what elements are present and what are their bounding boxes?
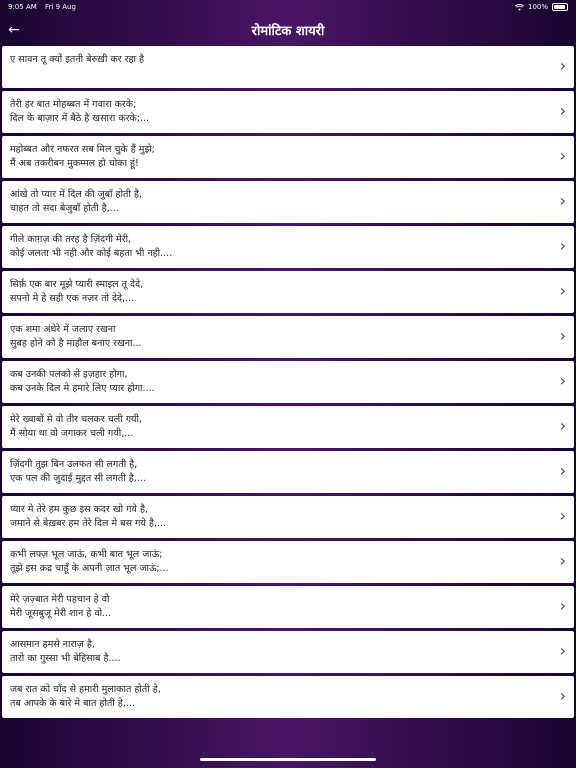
- shayari-line-2: मैं अब तकरीबन मुकम्मल हो चोका हूं!: [10, 158, 139, 169]
- shayari-line-1: कभी लफ्ज़ भूल जाऊं, कभी बात भूल जाऊं;: [10, 549, 163, 560]
- bottom-bar: [0, 718, 576, 768]
- list-item[interactable]: [2, 541, 574, 583]
- chevron-right-icon: ›: [559, 146, 566, 165]
- chevron-right-icon: ›: [559, 236, 566, 255]
- battery-percent: 100%: [527, 3, 548, 11]
- shayari-line-2: मैं सोया था वो जगाकर चली गयी,...: [10, 428, 134, 439]
- chevron-right-icon: ›: [559, 281, 566, 300]
- shayari-line-1: एक शमा अंधेरे में जलाए रखना: [10, 324, 116, 335]
- status-right: [515, 3, 568, 11]
- list-item[interactable]: [2, 91, 574, 133]
- chevron-right-icon: ›: [559, 191, 566, 210]
- shayari-line-2: मेरी जूसबुजू मेरी शान हे वो...: [10, 608, 112, 619]
- shayari-line-1: मेरे ज़ज़्बात मेरी पहचान हे वो: [10, 594, 110, 605]
- home-indicator[interactable]: [200, 758, 376, 761]
- back-button[interactable]: [4, 20, 24, 40]
- chevron-right-icon: ›: [559, 326, 566, 345]
- list-item[interactable]: [2, 226, 574, 268]
- chevron-right-icon: ›: [559, 506, 566, 525]
- list-item[interactable]: [2, 181, 574, 223]
- shayari-line-1: मेरे ख्वाबों मे वो तीर चलकर चली गयी,: [10, 414, 143, 425]
- list-item[interactable]: [2, 496, 574, 538]
- shayari-line-1: कब उनकी पलको से इज़हार होगा,: [10, 369, 128, 380]
- chevron-right-icon: ›: [559, 101, 566, 120]
- shayari-line-1: ज़िंदगी तुझ बिन उलफत सी लगती है,: [10, 459, 138, 470]
- shayari-line-2: तारो का गुस्सा भी बेहिसाब है....: [10, 653, 121, 664]
- shayari-line-2: सुबह होने को है माहौल बनाए रखना...: [10, 338, 142, 349]
- chevron-right-icon: ›: [559, 641, 566, 660]
- list-item[interactable]: [2, 46, 574, 88]
- shayari-list: [0, 46, 576, 721]
- page-title: रोमांटिक शायरी: [251, 24, 325, 39]
- chevron-right-icon: ›: [559, 371, 566, 390]
- chevron-right-icon: ›: [559, 416, 566, 435]
- list-item[interactable]: [2, 676, 574, 718]
- shayari-line-2: चाहत तो सदा बेजुबाँ होती है,...: [10, 203, 119, 214]
- list-item[interactable]: [2, 631, 574, 673]
- chevron-right-icon: ›: [559, 461, 566, 480]
- shayari-line-2: जमाने से बेख़बर हम तेरे दिल मे बस गये है,...: [10, 518, 167, 529]
- chevron-right-icon: ›: [559, 551, 566, 570]
- shayari-line-1: प्यार मे तेरे हम कुछ इस कदर खो गये है,: [10, 504, 149, 515]
- shayari-line-1: जब रात को चाँद से हमारी मुलाकात होती हे,: [10, 684, 161, 695]
- status-bar: [0, 0, 576, 14]
- shayari-line-2: तब आपके के बारे मे बात होती हे,...: [10, 698, 135, 709]
- shayari-line-1: ए सावन तू क्यों इतनी बेरुख़ी कर रहा है: [10, 54, 145, 65]
- status-date: Fri 9 Aug: [45, 3, 76, 11]
- list-item[interactable]: [2, 451, 574, 493]
- shayari-line-1: आसमान हमसे नाराज़ है,: [10, 639, 95, 650]
- shayari-line-1: तेरी हर बात मोहब्बत में गवारा करके;: [10, 99, 137, 110]
- battery-icon: [552, 3, 568, 11]
- shayari-line-1: गीले काग़ज़ की तरह है ज़िंदगी मेरी,: [10, 234, 132, 245]
- shayari-line-2: एक पल की जुदाई मुद्दत सी लगती है,...: [10, 473, 146, 484]
- status-time: 9:05 AM: [8, 3, 37, 11]
- app-header: [0, 14, 576, 46]
- status-left: [8, 3, 82, 11]
- chevron-right-icon: ›: [559, 596, 566, 615]
- chevron-right-icon: ›: [559, 56, 566, 75]
- back-arrow-icon: ←: [8, 22, 20, 38]
- list-item[interactable]: [2, 586, 574, 628]
- list-item[interactable]: [2, 271, 574, 313]
- wifi-icon: [515, 4, 524, 11]
- shayari-line-1: सिर्फ़ एक बार मूझे प्यारी स्माइल तू देदे,: [10, 279, 144, 290]
- shayari-line-2: कब उनके दिल मे हमारे लिए प्यार होगा....: [10, 383, 155, 394]
- shayari-line-2: सपनो मे हे सही एक नज़र तो देदे,...: [10, 293, 135, 304]
- chevron-right-icon: ›: [559, 686, 566, 705]
- list-item[interactable]: [2, 361, 574, 403]
- list-item[interactable]: [2, 316, 574, 358]
- shayari-line-2: तूझे इस क़द्र चाहूँ के अपनी ज़ात भूल जाऊं;...: [10, 563, 169, 574]
- shayari-line-2: कोई जलता भी नही और कोई बहता भी नही....: [10, 248, 173, 259]
- list-item[interactable]: [2, 406, 574, 448]
- list-item[interactable]: [2, 136, 574, 178]
- shayari-line-2: दिल के बाज़ार में बैठे है खसारा करके;...: [10, 113, 150, 124]
- shayari-line-1: महोब्बत और नफरत सब मिल चुके हैं मुझे;: [10, 144, 155, 155]
- shayari-line-1: आंखे तो प्यार में दिल की जुबाँ होती है,: [10, 189, 142, 200]
